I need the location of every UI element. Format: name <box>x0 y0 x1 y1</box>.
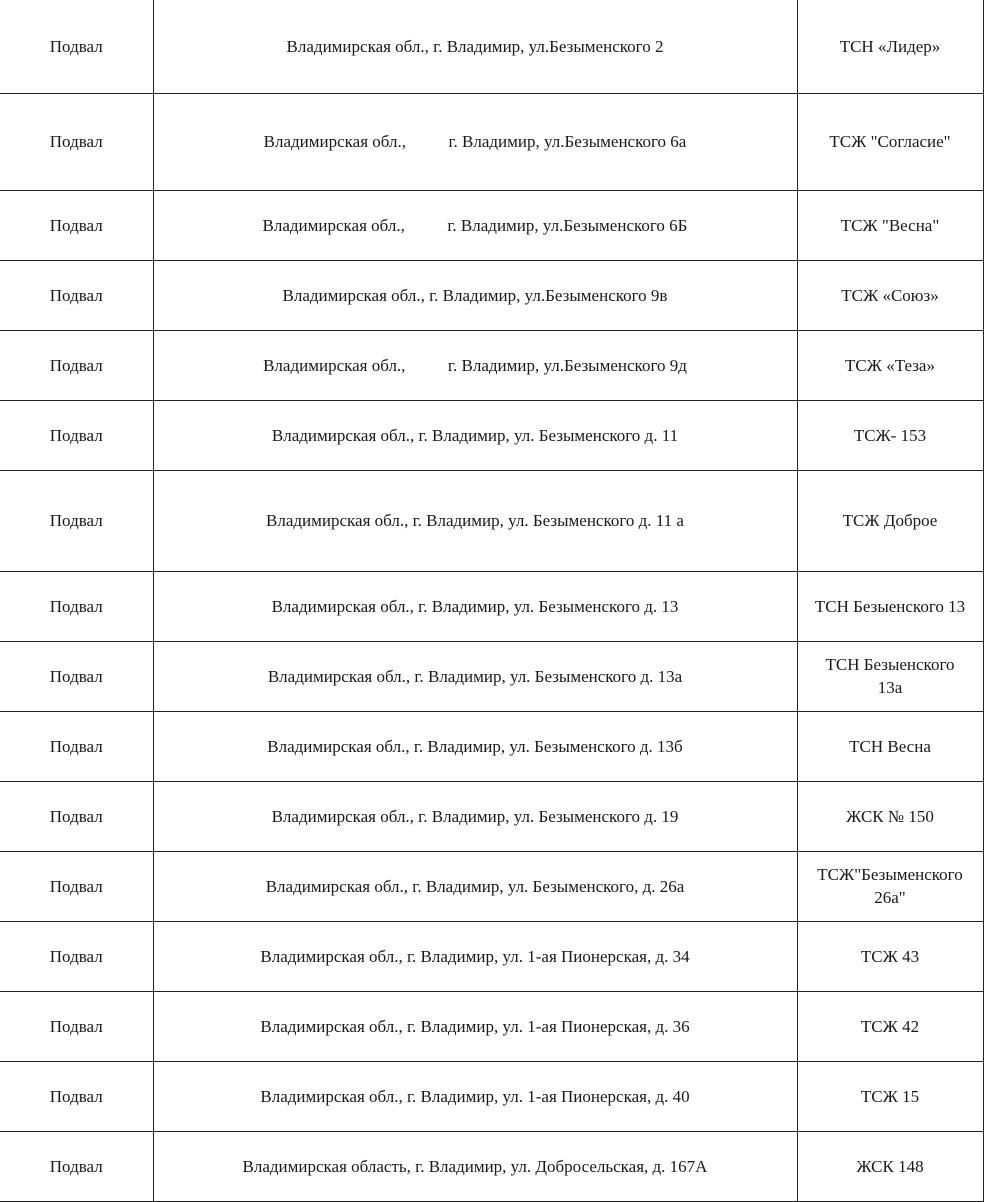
organization-cell: ТСЖ Доброе <box>797 470 983 571</box>
address-cell: Владимирская обл., г. Владимир, ул. 1-ая Пионерская, д. 36 <box>153 991 797 1061</box>
table-row <box>0 1131 983 1201</box>
address-cell: Владимирская обл., г. Владимир, ул. Безыменского д. 11 а <box>153 470 797 571</box>
organization-cell: ТСЖ "Согласие" <box>797 93 983 190</box>
organization-cell: ТСЖ «Союз» <box>797 260 983 330</box>
type-cell: Подвал <box>0 260 153 330</box>
address-cell: Владимирская обл., г. Владимир, ул. 1-ая Пионерская, д. 34 <box>153 921 797 991</box>
table-row <box>0 711 983 781</box>
type-cell: Подвал <box>0 190 153 260</box>
type-cell: Подвал <box>0 1061 153 1131</box>
table-row <box>0 330 983 400</box>
type-cell: Подвал <box>0 641 153 711</box>
table-row <box>0 190 983 260</box>
type-cell: Подвал <box>0 851 153 921</box>
type-cell: Подвал <box>0 781 153 851</box>
organization-cell: ТСЖ- 153 <box>797 400 983 470</box>
table-row <box>0 921 983 991</box>
table-row <box>0 781 983 851</box>
address-cell: Владимирская обл., г. Владимир, ул. Безыменского д. 19 <box>153 781 797 851</box>
organization-cell: ТСН Безыенского 13а <box>797 641 983 711</box>
address-cell: Владимирская обл., г. Владимир, ул. Безыменского д. 13б <box>153 711 797 781</box>
type-cell: Подвал <box>0 470 153 571</box>
table-row <box>0 260 983 330</box>
type-cell: Подвал <box>0 571 153 641</box>
address-cell: Владимирская обл., г. Владимир, ул.Безыменского 9д <box>153 330 797 400</box>
type-cell: Подвал <box>0 330 153 400</box>
table-row <box>0 991 983 1061</box>
type-cell: Подвал <box>0 400 153 470</box>
address-cell: Владимирская обл., г. Владимир, ул. 1-ая Пионерская, д. 40 <box>153 1061 797 1131</box>
address-cell: Владимирская обл., г. Владимир, ул. Безыменского д. 13 <box>153 571 797 641</box>
address-cell: Владимирская обл., г. Владимир, ул.Безыменского 9в <box>153 260 797 330</box>
table-row <box>0 641 983 711</box>
organization-cell: ЖСК № 150 <box>797 781 983 851</box>
type-cell: Подвал <box>0 1131 153 1201</box>
organization-cell: ТСН Безыенского 13 <box>797 571 983 641</box>
organization-cell: ТСН Весна <box>797 711 983 781</box>
type-cell: Подвал <box>0 93 153 190</box>
table-row <box>0 470 983 571</box>
address-cell: Владимирская область, г. Владимир, ул. Добросельская, д. 167А <box>153 1131 797 1201</box>
address-cell: Владимирская обл., г. Владимир, ул. Безыменского д. 13а <box>153 641 797 711</box>
organization-cell: ТСЖ "Весна" <box>797 190 983 260</box>
address-cell: Владимирская обл., г. Владимир, ул.Безыменского 6Б <box>153 190 797 260</box>
organization-cell: ТСЖ 42 <box>797 991 983 1061</box>
organization-cell: ТСЖ 43 <box>797 921 983 991</box>
address-cell: Владимирская обл., г. Владимир, ул. Безыменского д. 11 <box>153 400 797 470</box>
table-row <box>0 1061 983 1131</box>
organization-cell: ТСЖ"Безыменского 26а" <box>797 851 983 921</box>
table-row <box>0 93 983 190</box>
organization-cell: ТСН «Лидер» <box>797 0 983 93</box>
address-cell: Владимирская обл., г. Владимир, ул.Безыменского 6а <box>153 93 797 190</box>
organization-cell: ЖСК 148 <box>797 1131 983 1201</box>
type-cell: Подвал <box>0 0 153 93</box>
table-row <box>0 851 983 921</box>
table-row <box>0 400 983 470</box>
table-row <box>0 571 983 641</box>
type-cell: Подвал <box>0 991 153 1061</box>
address-cell: Владимирская обл., г. Владимир, ул.Безыменского 2 <box>153 0 797 93</box>
organization-cell: ТСЖ «Теза» <box>797 330 983 400</box>
organization-cell: ТСЖ 15 <box>797 1061 983 1131</box>
type-cell: Подвал <box>0 921 153 991</box>
address-cell: Владимирская обл., г. Владимир, ул. Безыменского, д. 26а <box>153 851 797 921</box>
table-row <box>0 0 983 93</box>
type-cell: Подвал <box>0 711 153 781</box>
